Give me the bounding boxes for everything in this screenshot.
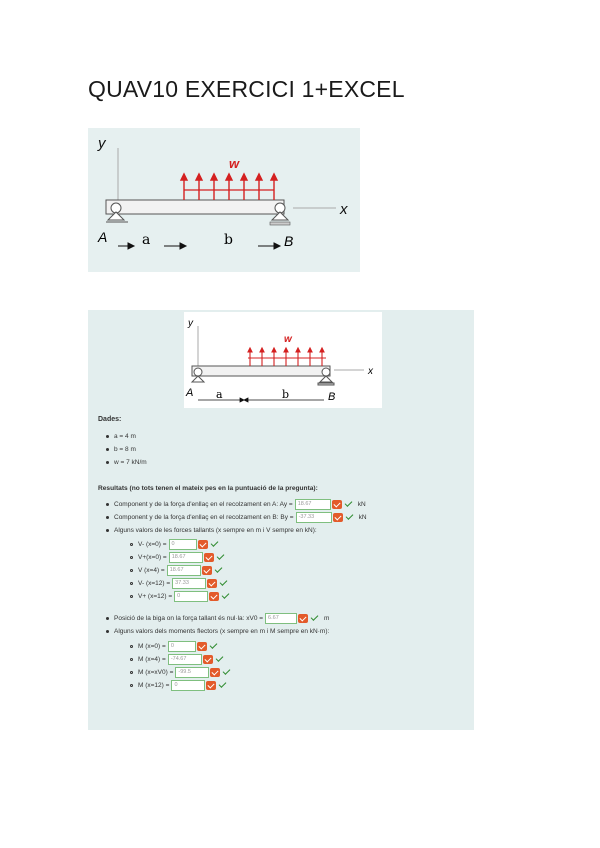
check-button[interactable] — [332, 500, 342, 509]
shear-input[interactable]: 0 — [174, 591, 208, 602]
list-item-shear: V+ (x=12) = 0 — [130, 590, 229, 603]
dimension-a-label-small: a — [216, 388, 223, 401]
moment-input[interactable]: 0 — [171, 680, 205, 691]
list-item-shear: V- (x=0) = 0 — [130, 538, 229, 551]
resultats-heading: Resultats (no tots tenen el mateix pes en la puntuació de la pregunta): — [98, 485, 318, 492]
beam — [106, 200, 284, 214]
dades-list — [106, 430, 147, 469]
shear-list — [130, 538, 229, 603]
dimension-b-label: b — [224, 232, 233, 248]
correct-check-icon — [345, 512, 353, 520]
x-axis-label: x — [340, 201, 348, 218]
page-title: QUAV10 EXERCICI 1+EXCEL — [88, 76, 405, 102]
list-item: b = 8 m — [106, 443, 147, 456]
load-label-small: w — [284, 334, 292, 345]
y-axis-label-small: y — [188, 318, 193, 329]
list-item-moment-heading: Alguns valors dels moments flectors (x sempre en m i M sempre en kN·m): — [106, 625, 329, 638]
correct-check-icon — [210, 539, 218, 547]
x-axis-label-small: x — [368, 366, 373, 377]
check-button[interactable] — [202, 566, 212, 575]
list-item-shear-heading: Alguns valors de les forces tallants (x sempre en m i V sempre en kN): — [106, 524, 367, 537]
resultats-list-2 — [106, 612, 329, 638]
correct-check-icon — [344, 499, 352, 507]
list-item-ay: Component y de la força d'enllaç en el recolzament en A: Ay = 18.67 kN — [106, 498, 367, 511]
beam-diagram-large — [88, 128, 360, 272]
list-item-shear: V- (x=12) = 37.33 — [130, 577, 229, 590]
moment-input[interactable]: -74.67 — [168, 654, 202, 665]
x0-input[interactable]: 6.67 — [265, 613, 297, 624]
shear-input[interactable]: 0 — [169, 539, 197, 550]
resultats-list — [106, 498, 367, 537]
check-button[interactable] — [203, 655, 213, 664]
beam-diagram-svg — [88, 128, 360, 272]
correct-check-icon — [209, 641, 217, 649]
support-a-label: A — [98, 229, 108, 245]
list-item-moment: M (x=xV0) = -99.5 — [130, 666, 230, 679]
moment-input[interactable]: -99.5 — [175, 667, 209, 678]
list-item-moment: M (x=0) = 0 — [130, 640, 230, 653]
correct-check-icon — [311, 613, 319, 621]
y-axis-label: y — [98, 135, 106, 152]
correct-check-icon — [219, 680, 227, 688]
distributed-load-small — [248, 348, 326, 366]
moment-input[interactable]: 0 — [168, 641, 196, 652]
distributed-load — [181, 174, 277, 200]
load-label: w — [229, 156, 240, 171]
dimension-b-label-small: b — [282, 388, 290, 401]
correct-check-icon — [223, 667, 231, 675]
moment-list — [130, 640, 230, 692]
list-item-by: Component y de la força d'enllaç en el recolzament en B: By = -37.33 kN — [106, 511, 367, 524]
check-button[interactable] — [209, 592, 219, 601]
check-button[interactable] — [333, 513, 343, 522]
ay-input[interactable]: 18.67 — [295, 499, 331, 510]
correct-check-icon — [220, 578, 228, 586]
results-panel — [88, 310, 474, 730]
correct-check-icon — [222, 591, 230, 599]
list-item-shear: V (x=4) = 18.67 — [130, 564, 229, 577]
check-button[interactable] — [198, 540, 208, 549]
list-item-x0: Posició de la biga on la força tallant és nul·la: xV0 = 6.67 m — [106, 612, 329, 625]
correct-check-icon — [214, 565, 222, 573]
list-item: a = 4 m — [106, 430, 147, 443]
shear-input[interactable]: 18.67 — [169, 552, 203, 563]
dades-heading: Dades: — [98, 416, 122, 423]
shear-input[interactable]: 37.33 — [172, 578, 206, 589]
correct-check-icon — [216, 552, 224, 560]
shear-input[interactable]: 18.67 — [167, 565, 201, 576]
list-item-moment: M (x=12) = 0 — [130, 679, 230, 692]
list-item-moment: M (x=4) = -74.67 — [130, 653, 230, 666]
beam-diagram-small-svg — [184, 312, 382, 408]
support-a-label-small: A — [186, 387, 194, 399]
dimension-a-label: a — [142, 232, 151, 248]
list-item: w = 7 kN/m — [106, 456, 147, 469]
support-b-label: B — [284, 233, 294, 249]
check-button[interactable] — [210, 668, 220, 677]
check-button[interactable] — [298, 614, 308, 623]
check-button[interactable] — [206, 681, 216, 690]
check-button[interactable] — [207, 579, 217, 588]
beam-small — [192, 366, 330, 376]
support-b-label-small: B — [328, 391, 336, 403]
check-button[interactable] — [204, 553, 214, 562]
correct-check-icon — [215, 654, 223, 662]
by-input[interactable]: -37.33 — [296, 512, 332, 523]
beam-diagram-small — [184, 312, 382, 408]
list-item-shear: V+(x=0) = 18.67 — [130, 551, 229, 564]
check-button[interactable] — [197, 642, 207, 651]
